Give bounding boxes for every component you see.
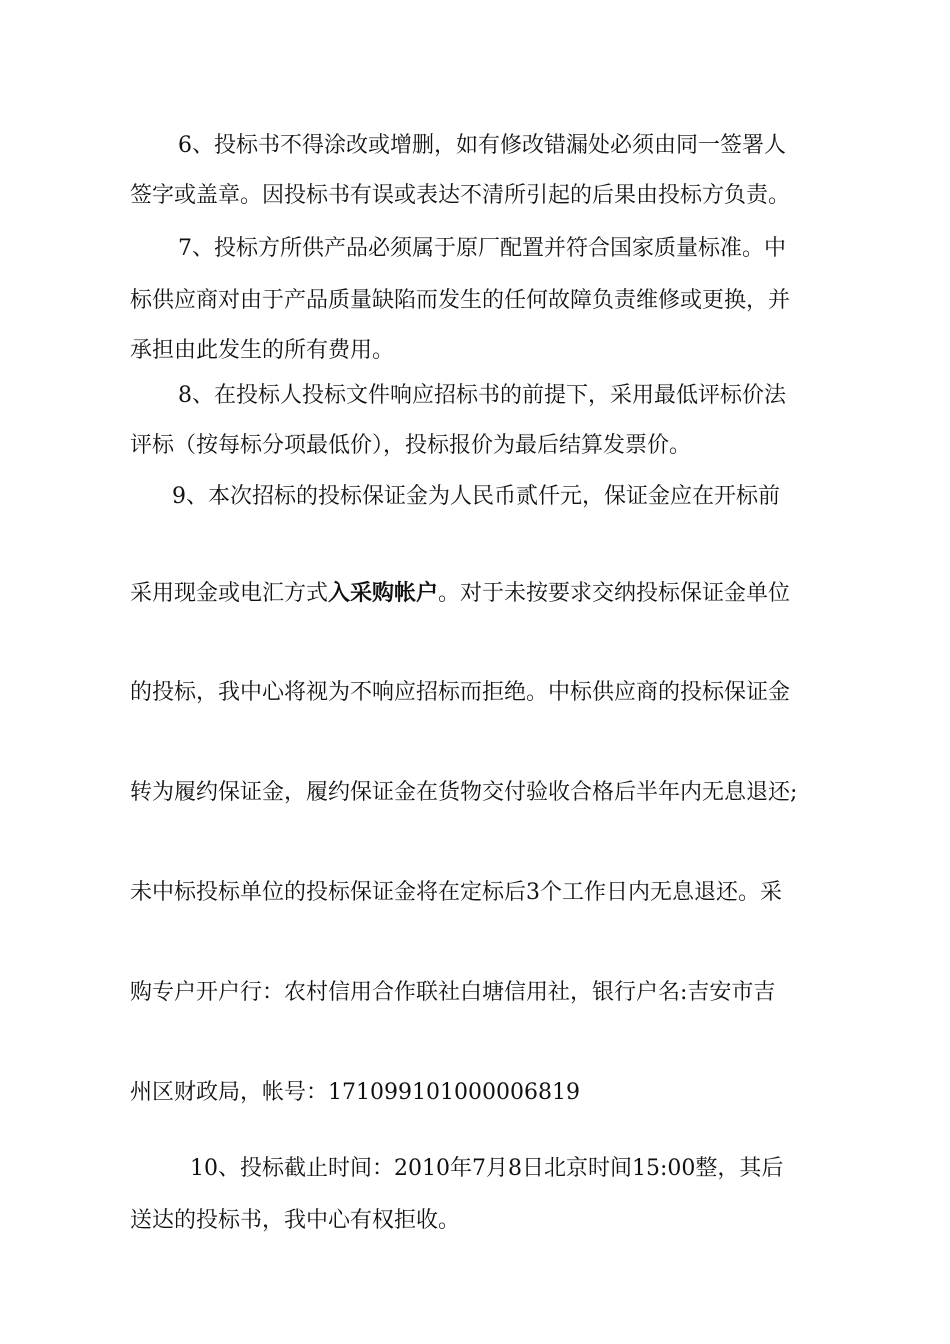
item9-line3: 的投标，我中心将视为不响应招标而拒绝。中标供应商的投标保证金 bbox=[130, 680, 791, 705]
item9-line4: 转为履约保证金，履约保证金在货物交付验收合格后半年内无息退还; bbox=[130, 780, 798, 805]
item7-line2: 标供应商对由于产品质量缺陷而发生的任何故障负责维修或更换，并 bbox=[130, 288, 791, 313]
item9-line5: 未中标投标单位的投标保证金将在定标后3个工作日内无息退还。采 bbox=[130, 880, 782, 905]
item9-line6: 购专户开户行：农村信用合作联社白塘信用社，银行户名:吉安市吉 bbox=[130, 980, 776, 1005]
item10-line1: 10、投标截止时间：2010年7月8日北京时间15:00整，其后 bbox=[190, 1156, 784, 1181]
item9-line2-bold: 入采购帐户 bbox=[328, 580, 439, 606]
item9-line2-pre: 采用现金或电汇方式 bbox=[130, 581, 329, 606]
item10-line2: 送达的投标书，我中心有权拒收。 bbox=[130, 1208, 461, 1233]
item7-line3: 承担由此发生的所有费用。 bbox=[130, 338, 395, 363]
item9-line2 bbox=[130, 578, 790, 609]
item9-line2-post: 。对于未按要求交纳投标保证金单位 bbox=[438, 581, 791, 606]
item9-line7: 州区财政局，帐号：171099101000006819 bbox=[130, 1080, 580, 1105]
item6-line1: 6、投标书不得涂改或增删，如有修改错漏处必须由同一签署人 bbox=[178, 133, 786, 158]
item8-line1: 8、在投标人投标文件响应招标书的前提下，采用最低评标价法 bbox=[178, 383, 786, 408]
item6-line2: 签字或盖章。因投标书有误或表达不清所引起的后果由投标方负责。 bbox=[130, 183, 791, 208]
item9-line1: 9、本次招标的投标保证金为人民币贰仟元，保证金应在开标前 bbox=[172, 484, 780, 509]
item8-line2: 评标（按每标分项最低价），投标报价为最后结算发票价。 bbox=[130, 433, 692, 458]
item7-line1: 7、投标方所供产品必须属于原厂配置并符合国家质量标准。中 bbox=[178, 236, 786, 261]
